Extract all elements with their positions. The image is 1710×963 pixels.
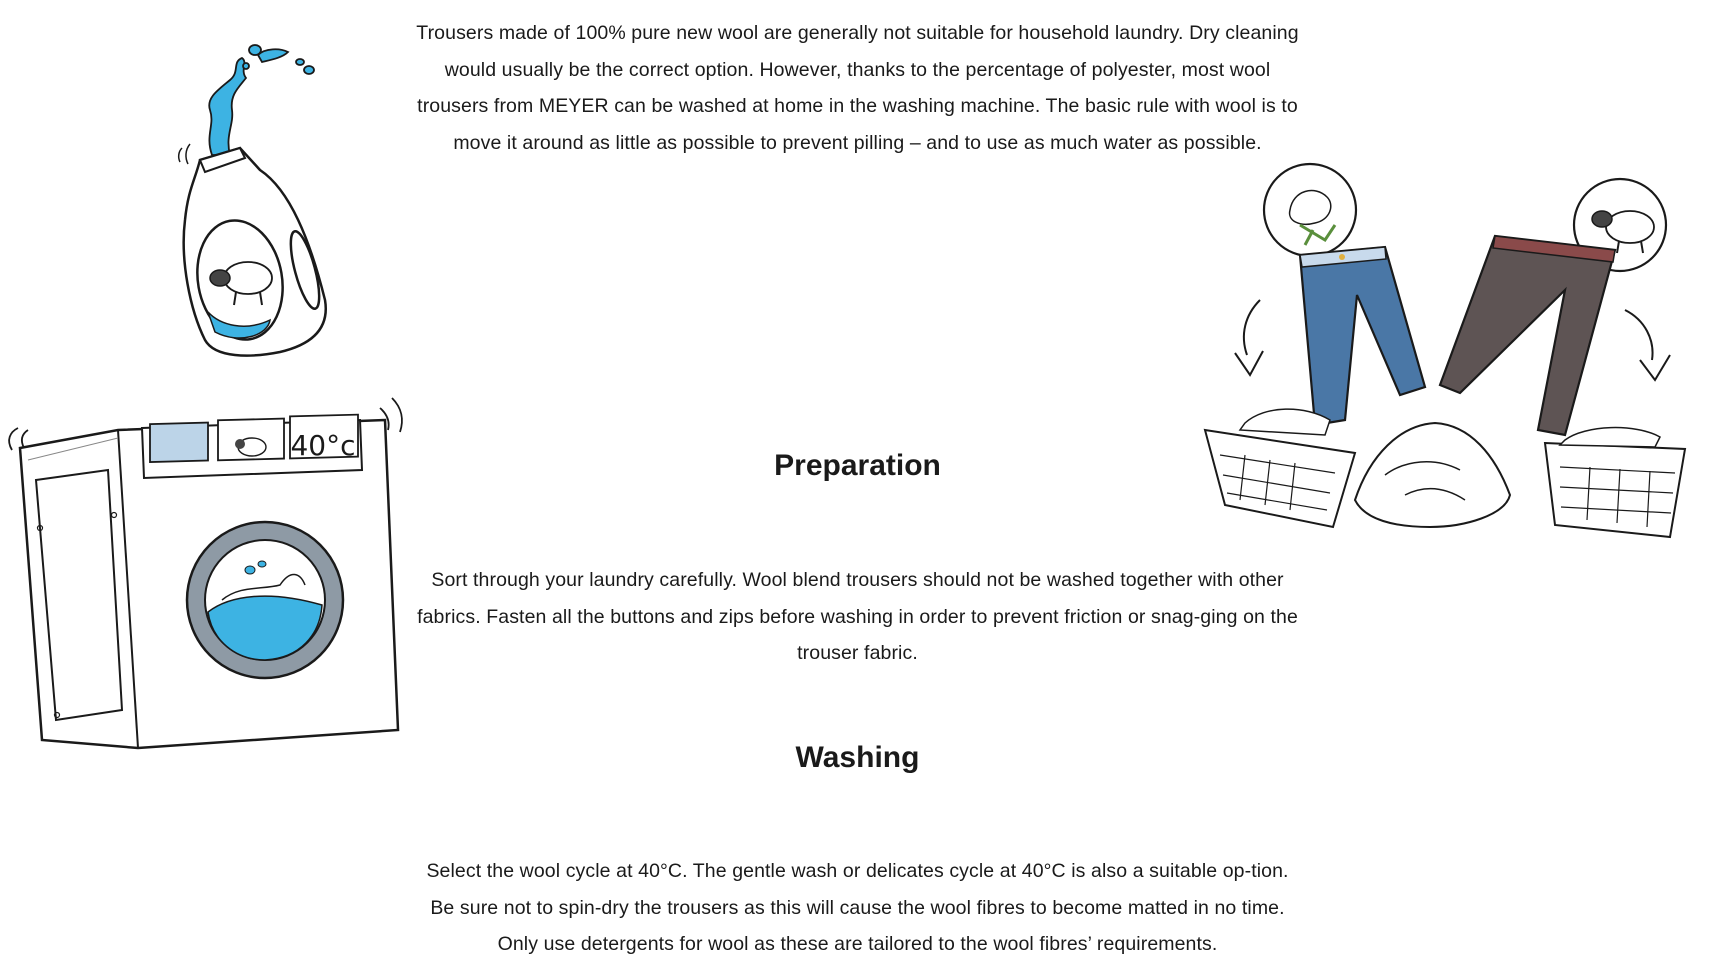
intro-paragraph: Trousers made of 100% pure new wool are generally not suitable for household laundry. Dry cleaning would usually be the correct option. However, thanks to the percentage of polyester, most wool trousers from MEYER can be washed at home in the washing machine. The basic rule with wool is to move it around as little as possible to prevent pilling – and to use as much water as possible.: [416, 22, 1299, 154]
washing-machine-icon: [0, 390, 410, 760]
washer-temperature-display: 40°c: [290, 429, 356, 462]
sorting-trousers-icon: [1205, 155, 1710, 550]
preparation-paragraph: Sort through your laundry carefully. Wool blend trousers should not be washed together with other fabrics. Fasten all the buttons and zips before washing in order to prevent friction or snag-ging on the trouser fabric.: [417, 569, 1298, 664]
washing-heading: Washing: [795, 741, 920, 774]
wool-detergent-bottle-icon: [170, 40, 360, 370]
washing-paragraph: Select the wool cycle at 40°C. The gentle wash or delicates cycle at 40°C is also a suitable op-tion. Be sure not to spin-dry the trousers as this will cause the wool fibres to become matted in no time. Only use detergents for wool as these are tailored to the wool fibres’ requirements.: [426, 860, 1289, 955]
preparation-heading: Preparation: [774, 449, 941, 482]
